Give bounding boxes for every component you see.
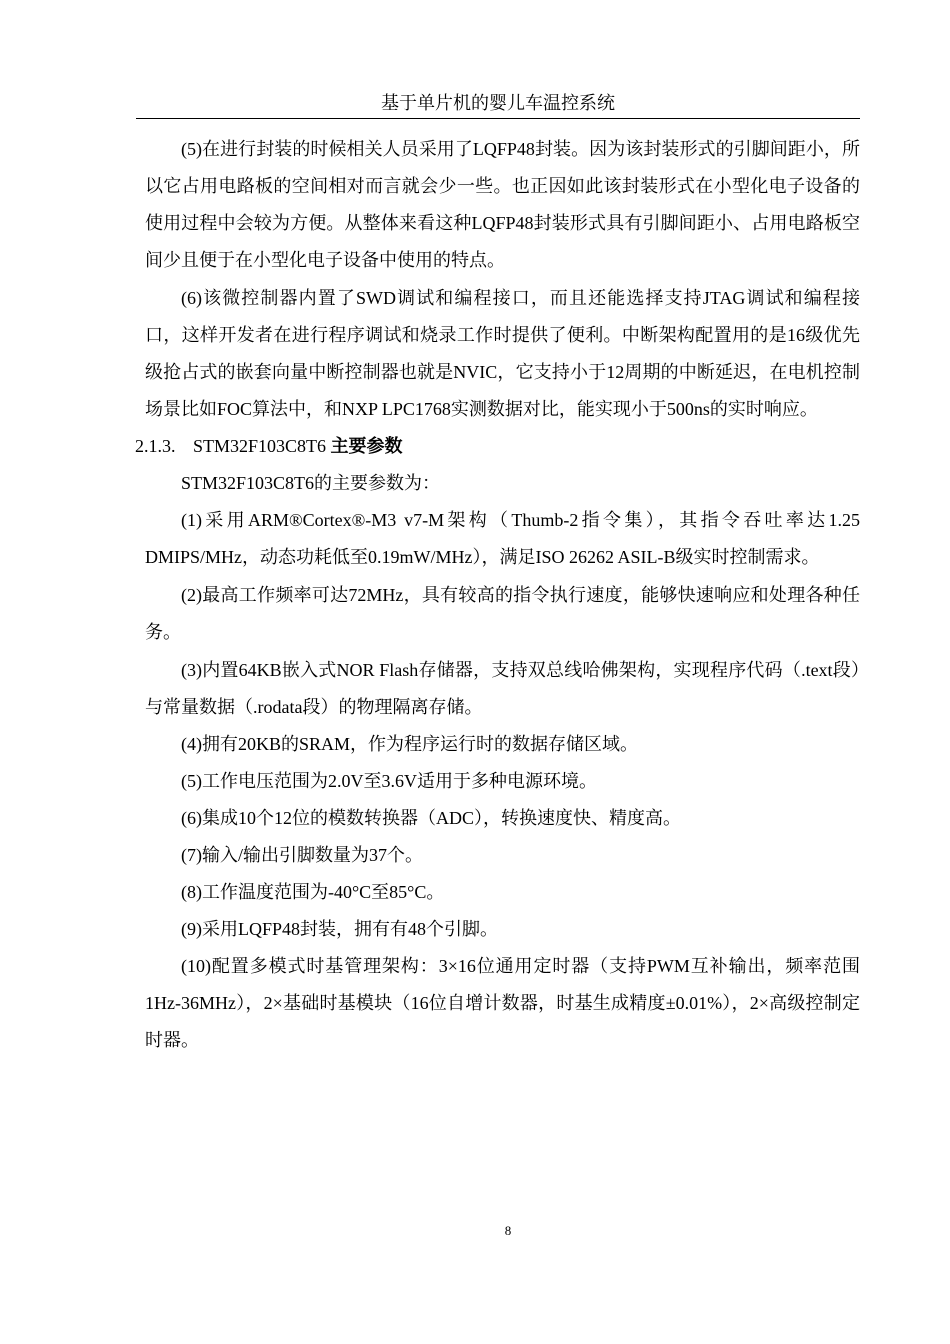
page-number: 8 [504, 1223, 512, 1238]
document-title: 基于单片机的婴儿车温控系统 [381, 93, 615, 113]
section-heading [135, 428, 860, 465]
section-title-cjk: 主要参数 [330, 436, 403, 456]
param-item: (10)配置多模式时基管理架构：3×16位通用定时器（支持PWM互补输出，频率范围1Hz-36MHz），2×基础时基模块（16位自增计数器，时基生成精度±0.01%），2×高级控制定时器。 [145, 956, 860, 1050]
param-item: (1)采用ARM®Cortex®-M3 v7-M架构（Thumb-2指令集），其指令吞吐率达1.25 DMIPS/MHz，动态功耗低至0.19mW/MHz），满足ISO 26262 ASIL-B级实时控制需求。 [145, 510, 860, 567]
paragraph-debug-interface: (6)该微控制器内置了SWD调试和编程接口，而且还能选择支持JTAG调试和编程接口，这样开发者在进行程序调试和烧录工作时提供了便利。中断架构配置用的是16级优先级抢占式的嵌套向量中断控制器也就是NVIC，它支持小于12周期的中断延迟，在电机控制场景比如FOC算法中，和NXP LPC1768实测数据对比，能实现小于500ns的实时响应。 [145, 288, 860, 419]
param-item: (4)拥有20KB的SRAM，作为程序运行时的数据存储区域。 [181, 734, 639, 754]
page-header [136, 88, 860, 119]
section-title-latin: STM32F103C8T6 [193, 436, 331, 456]
params-intro: STM32F103C8T6的主要参数为： [181, 473, 441, 493]
section-number: 2.1.3. [135, 436, 176, 456]
param-item: (7)输入/输出引脚数量为37个。 [181, 845, 423, 865]
param-item: (2)最高工作频率可达72MHz，具有较高的指令执行速度，能够快速响应和处理各种任务。 [145, 585, 860, 642]
param-item: (5)工作电压范围为2.0V至3.6V适用于多种电源环境。 [181, 771, 597, 791]
param-item: (9)采用LQFP48封装，拥有有48个引脚。 [181, 919, 499, 939]
param-item: (8)工作温度范围为-40°C至85°C。 [181, 882, 445, 902]
param-item: (6)集成10个12位的模数转换器（ADC），转换速度快、精度高。 [181, 808, 681, 828]
param-item: (3)内置64KB嵌入式NOR Flash存储器，支持双总线哈佛架构，实现程序代码（.text段）与常量数据（.rodata段）的物理隔离存储。 [145, 660, 860, 717]
paragraph-packaging: (5)在进行封装的时候相关人员采用了LQFP48封装。因为该封装形式的引脚间距小，所以它占用电路板的空间相对而言就会少一些。也正因如此该封装形式在小型化电子设备的使用过程中会较为方便。从整体来看这种LQFP48封装形式具有引脚间距小、占用电路板空间少且便于在小型化电子设备中使用的特点。 [145, 139, 860, 270]
page-body [135, 131, 860, 1059]
